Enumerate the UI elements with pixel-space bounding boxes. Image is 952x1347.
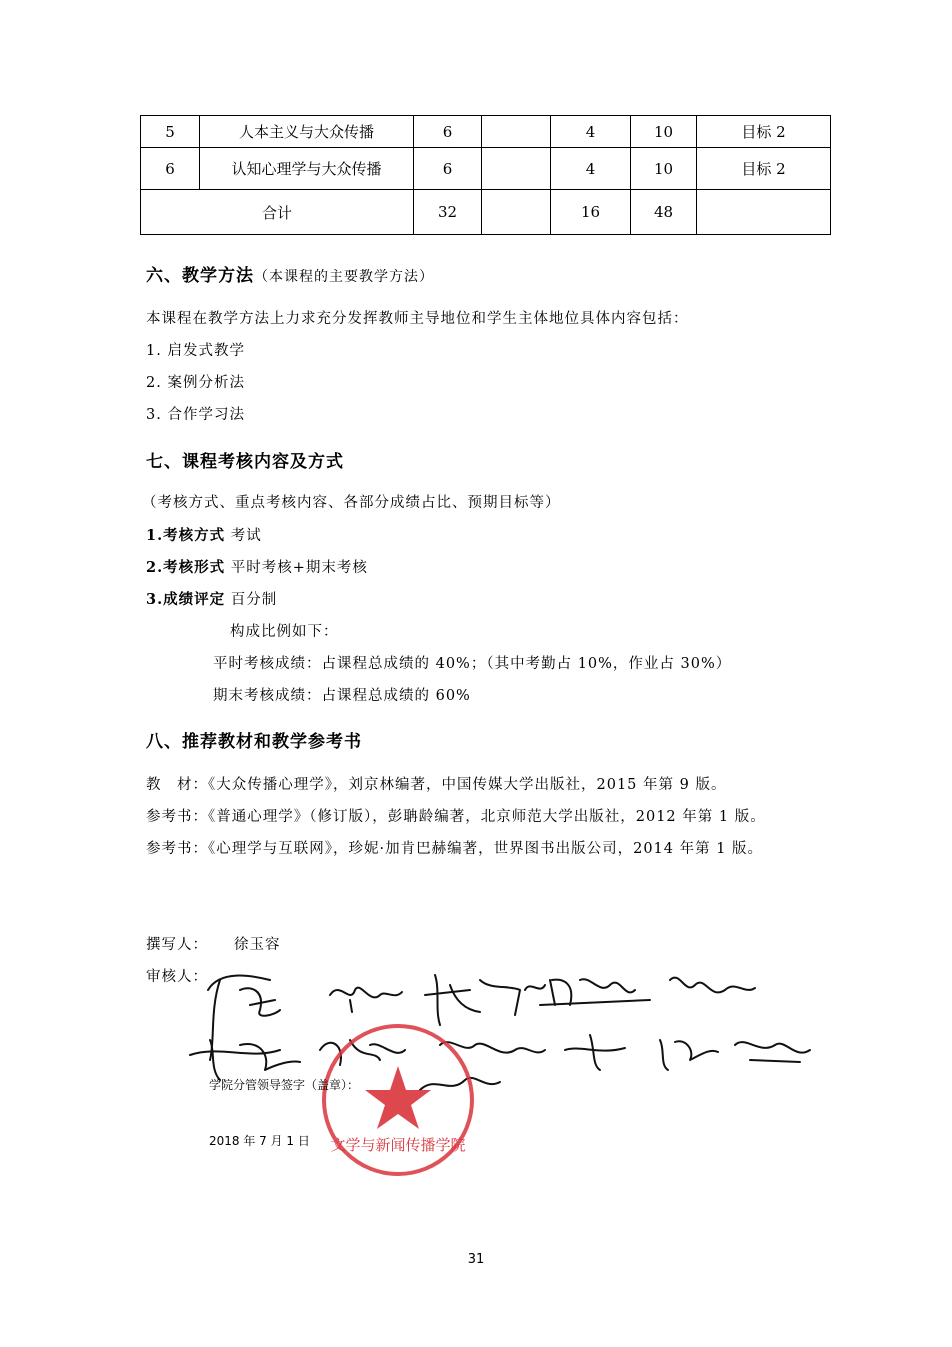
cell-topic: 人本主义与大众传播 xyxy=(200,116,414,148)
cell-number: 5 xyxy=(141,116,200,148)
section-6-intro: 本课程在教学方法上力求充分发挥教师主导地位和学生主体地位具体内容包括： xyxy=(146,311,689,327)
course-hours-table xyxy=(140,115,831,235)
page-number: 31 xyxy=(467,1252,485,1267)
seal-text: 文学与新闻传播学院 xyxy=(330,1136,466,1154)
cell-total: 16 xyxy=(551,190,631,235)
method-item: 3. 合作学习法 xyxy=(146,407,245,423)
assessment-label: 2.考核形式 xyxy=(146,559,226,576)
section-8-title: 八、推荐教材和教学参考书 xyxy=(146,732,362,752)
writer-label: 撰写人： xyxy=(146,937,208,953)
cell-hours: 4 xyxy=(551,116,631,148)
reference-item: 参考书：《心理学与互联网》，珍妮·加肯巴赫编著，世界图书出版公司，2014 年第 1 版。 xyxy=(146,841,764,857)
reviewer-signatures xyxy=(180,950,840,1150)
cell-topic: 认知心理学与大众传播 xyxy=(200,148,414,190)
method-item: 1. 启发式教学 xyxy=(146,343,245,359)
section-7-note: （考核方式、重点考核内容、各部分成绩占比、预期目标等） xyxy=(142,495,561,511)
leader-signature-label: 学院分管领导签字（盖章）： xyxy=(209,1078,360,1092)
signoff-date: 2018 年 7 月 1 日 xyxy=(209,1134,310,1148)
cell-total xyxy=(697,190,831,235)
writer-name: 徐玉容 xyxy=(234,937,281,953)
cell-hours: 4 xyxy=(551,148,631,190)
assessment-label: 3.成绩评定 xyxy=(146,591,226,608)
cell-goal: 目标 2 xyxy=(697,148,831,190)
table-row xyxy=(141,116,831,148)
cell-hours: 6 xyxy=(414,148,482,190)
cell-total: 48 xyxy=(631,190,697,235)
assessment-item xyxy=(146,588,277,609)
assessment-value: 考试 xyxy=(230,528,262,544)
cell-total: 32 xyxy=(414,190,482,235)
reviewer-label: 审核人： xyxy=(146,969,208,985)
cell-number: 6 xyxy=(141,148,200,190)
section-6-subtitle: （本课程的主要教学方法） xyxy=(254,269,434,285)
assessment-label: 1.考核方式 xyxy=(146,527,226,544)
cell-hours: 10 xyxy=(631,116,697,148)
section-6-heading xyxy=(146,261,434,286)
cell-hours xyxy=(482,116,551,148)
cell-total xyxy=(482,190,551,235)
assessment-value: 百分制 xyxy=(230,592,278,608)
assessment-value: 平时考核+期末考核 xyxy=(230,560,368,576)
reference-item: 参考书：《普通心理学》（修订版），彭聃龄编著，北京师范大学出版社，2012 年第 1 版。 xyxy=(146,809,766,825)
reference-item: 教 材：《大众传播心理学》，刘京林编著，中国传媒大学出版社，2015 年第 9 版。 xyxy=(146,777,727,793)
cell-hours xyxy=(482,148,551,190)
official-seal xyxy=(318,1020,478,1180)
ratio-line: 期末考核成绩：占课程总成绩的 60% xyxy=(213,688,471,704)
table-row xyxy=(141,148,831,190)
ratio-intro: 构成比例如下： xyxy=(230,624,339,640)
cell-hours: 6 xyxy=(414,116,482,148)
assessment-item xyxy=(146,556,368,577)
table-total-row xyxy=(141,190,831,235)
assessment-item xyxy=(146,524,262,545)
section-7-title: 七、课程考核内容及方式 xyxy=(146,452,344,472)
ratio-line: 平时考核成绩：占课程总成绩的 40%；（其中考勤占 10%，作业占 30%） xyxy=(213,656,732,672)
cell-total-label: 合计 xyxy=(141,190,414,235)
cell-goal: 目标 2 xyxy=(697,116,831,148)
method-item: 2. 案例分析法 xyxy=(146,375,245,391)
section-6-title: 六、教学方法 xyxy=(146,266,254,286)
cell-hours: 10 xyxy=(631,148,697,190)
